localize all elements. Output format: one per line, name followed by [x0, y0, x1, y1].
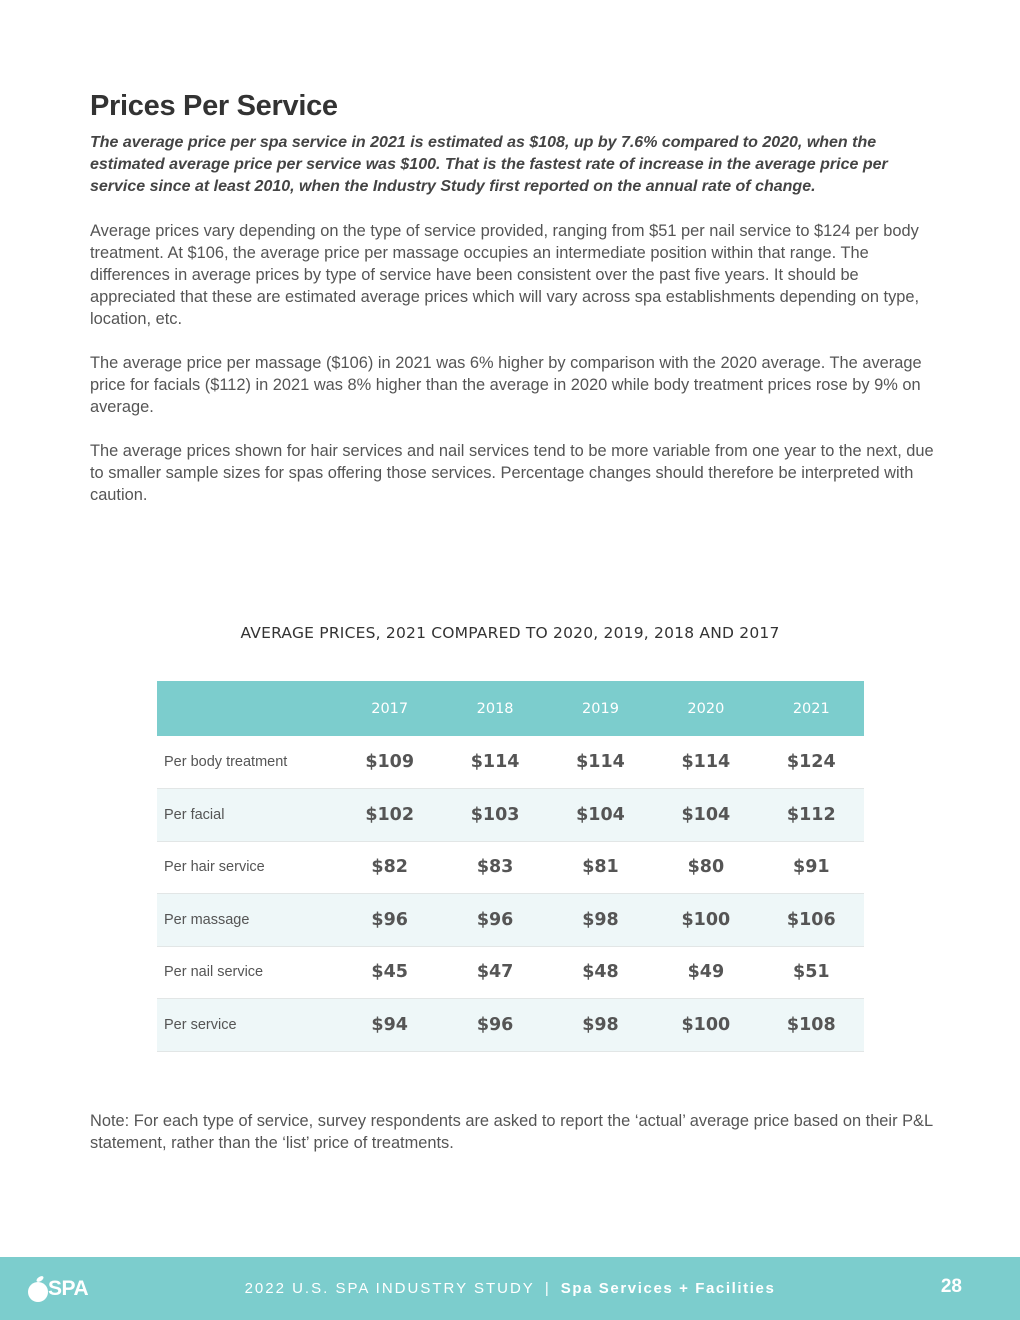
price-cell: $48	[582, 962, 619, 983]
price-cell: $96	[476, 909, 514, 930]
main-content	[90, 86, 935, 506]
price-cell: $51	[793, 962, 830, 983]
average-prices-table	[157, 681, 864, 1052]
header-blank-cell	[157, 681, 337, 736]
price-cell: $114	[470, 752, 520, 772]
price-cell: $81	[582, 857, 619, 878]
price-cell: $108	[786, 1014, 836, 1035]
price-cell: $103	[470, 804, 520, 825]
price-cell: $114	[576, 752, 625, 772]
price-cell: $114	[681, 752, 731, 772]
section-name: Spa Services + Facilities	[560, 1280, 776, 1297]
table-row	[157, 946, 864, 999]
page-footer	[0, 1257, 1020, 1320]
column-header: 2021	[792, 700, 830, 717]
price-cell: $94	[371, 1014, 408, 1035]
table-row	[157, 736, 864, 789]
row-label: Per facial	[164, 806, 225, 823]
price-cell: $98	[582, 909, 619, 930]
row-label: Per massage	[164, 911, 250, 928]
price-cell: $100	[681, 1014, 731, 1035]
price-cell: $112	[786, 804, 836, 825]
table-row	[157, 789, 864, 842]
study-name: 2022 U.S. SPA INDUSTRY STUDY	[244, 1280, 535, 1297]
price-cell: $80	[687, 857, 725, 878]
lead-paragraph: The average price per spa service in 2021 is estimated as $108, up by 7.6% compared to 2020, when the estimated average price per service was $100. That is the fastest rate of increase in the average price per service since at least 2010, when the Industry Study first reported on the annual rate of change.	[90, 134, 888, 195]
price-cell: $104	[576, 804, 625, 825]
column-header: 2017	[371, 700, 409, 717]
row-label: Per body treatment	[164, 754, 288, 770]
body-paragraph-1: Average prices vary depending on the type of service provided, ranging from $51 per nail service to $124 per body treatment. At $106, the average price per massage occupies an intermediate position within that range. The differences in average prices by type of service have been consistent over the past five years. It should be appreciated that these are estimated average prices which will vary across spa establishments depending on type, location, etc.	[90, 222, 920, 328]
price-cell: $83	[476, 857, 514, 878]
footer-separator: |	[544, 1280, 551, 1297]
price-cell: $96	[371, 909, 408, 930]
price-cell: $106	[786, 909, 836, 930]
column-header: 2018	[476, 700, 514, 717]
row-label: Per hair service	[164, 859, 265, 876]
body-paragraph-3: The average prices shown for hair services and nail services tend to be more variable from one year to the next, due to smaller sample sizes for spas offering those services. Percentage changes should therefore be interpreted with caution.	[90, 442, 934, 504]
table-row	[157, 999, 864, 1052]
page-number: 28	[940, 1276, 962, 1297]
footnote: Note: For each type of service, survey respondents are asked to report the ‘actual’ average price based on their P&L statement, rather than the ‘list’ price of treatments.	[90, 1112, 933, 1152]
price-cell: $49	[687, 962, 725, 983]
price-cell: $98	[582, 1014, 619, 1035]
price-cell: $104	[681, 804, 731, 825]
price-cell: $102	[365, 804, 415, 825]
price-cell: $109	[365, 752, 415, 772]
price-cell: $96	[476, 1014, 514, 1035]
table-header-row	[157, 681, 864, 736]
logo-text: SPA	[48, 1277, 89, 1300]
price-cell: $45	[371, 962, 408, 983]
body-paragraph-2: The average price per massage ($106) in 2021 was 6% higher by comparison with the 2020 average. The average price for facials ($112) in 2021 was 8% higher than the average in 2020 while body treatment prices rose by 9% on average.	[90, 354, 922, 416]
page-title: Prices Per Service	[90, 90, 338, 122]
table-row	[157, 841, 864, 894]
price-cell: $47	[476, 962, 514, 983]
row-label: Per nail service	[164, 964, 264, 981]
price-cell: $100	[681, 909, 731, 930]
column-header: 2019	[582, 700, 619, 717]
footer-study-title	[0, 1280, 1020, 1297]
price-cell: $91	[793, 857, 830, 878]
row-label: Per service	[164, 1016, 237, 1033]
column-header: 2020	[687, 700, 725, 717]
price-cell: $124	[786, 752, 836, 772]
price-cell: $82	[371, 857, 408, 878]
table-row	[157, 894, 864, 947]
table-title: AVERAGE PRICES, 2021 COMPARED TO 2020, 2019, 2018 AND 2017	[240, 624, 780, 642]
